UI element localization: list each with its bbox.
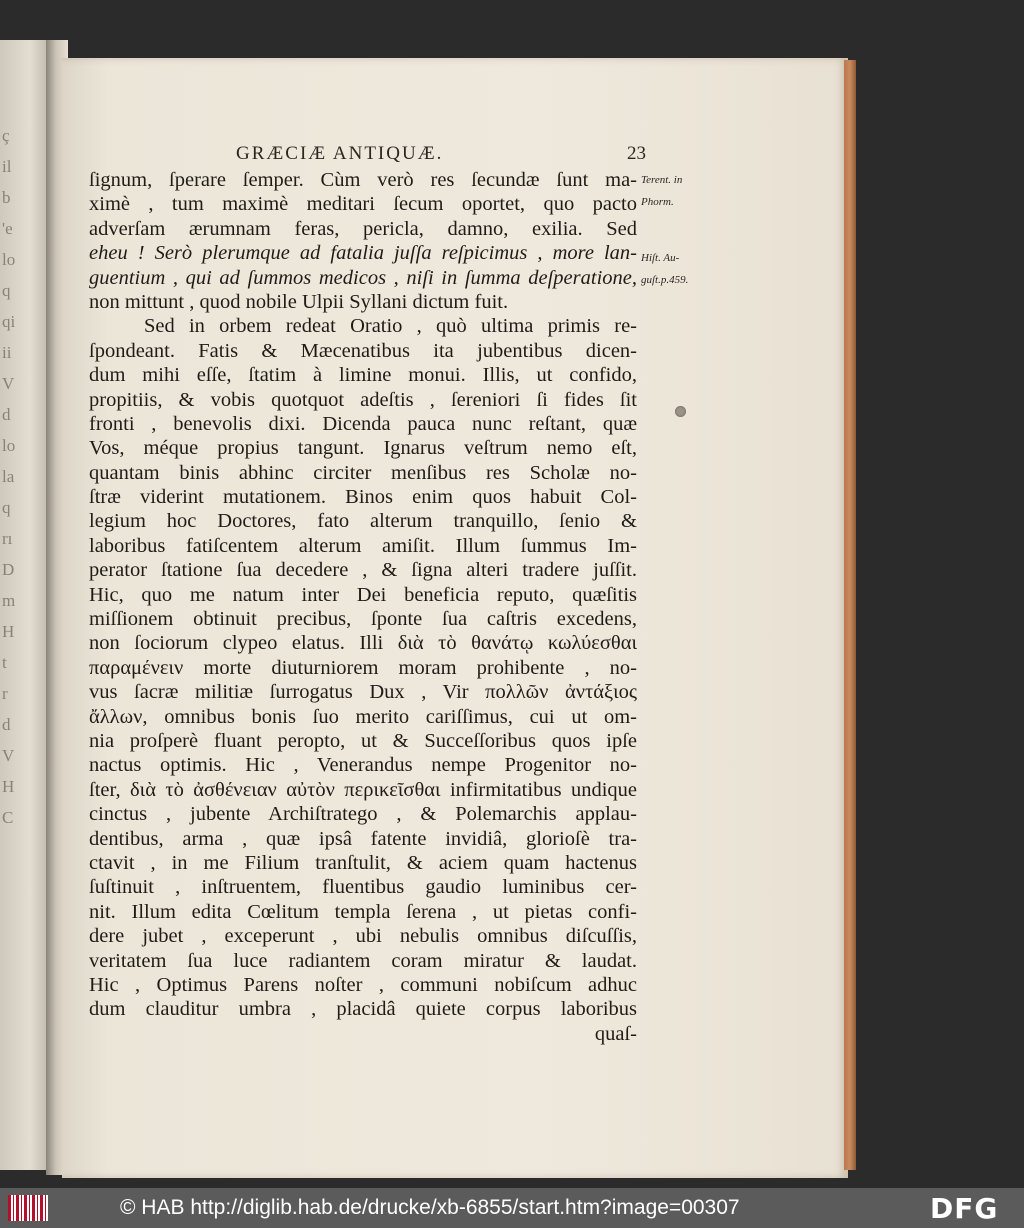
page-number: 23 [627,143,646,164]
margin-note: guſt.p.459. [641,274,689,286]
footer-credit-link[interactable]: © HAB http://diglib.hab.de/drucke/xb-6855/start.htm?image=00307 [120,1196,740,1219]
hab-logo-icon [8,1195,48,1221]
text-line: dum mihi eſſe, ſtatim à limine monui. Illis, ut confido, [89,364,637,387]
text-line: ſuſtinuit , inſtruentem, fluentibus gaudio luminibus cer- [89,876,637,899]
left-page-edge [0,40,50,1170]
text-line: quantam binis abhinc circiter menſibus res Scholæ no- [89,461,637,484]
margin-note: Terent. in [641,174,683,186]
text-line: perator ſtatione ſua decedere , & ſigna alteri tradere juſſit. [89,559,637,582]
text-line: non mittunt , quod nobile Ulpii Syllani dictum fuit. [89,290,509,313]
text-line: laboribus fatiſcentem alterum amiſit. Illum ſummus Im- [89,534,637,557]
text-line: vus ſacræ militiæ ſurrogatus Dux , Vir πολλῶν ἀντάξιος [89,681,637,704]
page-edge [844,60,856,1170]
text-line: miſſionem obtinuit precibus, ſponte ſua caſtris excedens, [89,608,637,631]
paper-hole [675,406,686,417]
text-line: nit. Illum edita Cœlitum templa ſerena , ut pietas confi- [89,900,637,923]
text-line: non ſociorum clypeo elatus. Illi διὰ τὸ θανάτῳ κωλύεσθαι [89,632,637,655]
text-line: propitiis, & vobis quotquot adeſtis , ſereniori ſi fides ſit [89,388,637,411]
text-line: ſtræ viderint mutationem. Binos enim quos habuit Col- [89,486,637,509]
text-line: Vos, méque propius tangunt. Ignarus veſtrum nemo eſt, [89,437,637,460]
text-line: Hic , Optimus Parens noſter , communi nobiſcum adhuc [89,973,637,996]
text-line: Sed in orbem redeat Oratio , quò ultima primis re- [144,315,637,338]
text-line: Hic, quo me natum inter Dei beneficia reputo, quæſitis [89,583,637,606]
text-line: veritatem ſua luce radiantem coram miratur & laudat. [89,949,637,972]
running-head [236,143,656,167]
text-line: nia proſperè fluant peropto, ut & Succeſſoribus quos ipſe [89,729,637,752]
text-line: adverſam ærumnam feras, pericla, damno, exilia. Sed [89,217,637,240]
text-line: ἄλλων, omnibus bonis ſuo merito cariſſimus, cui ut om- [89,705,637,728]
text-line: dere jubet , exceperunt , ubi nebulis omnibus diſcuſſis, [89,925,637,948]
catchword: quaſ- [594,1022,637,1045]
text-line: ximè , tum maximè meditari ſecum oportet, quo pacto [89,193,637,216]
margin-note: Hiſt. Au- [641,252,680,264]
margin-note: Phorm. [641,196,674,208]
text-line: ſignum, ſperare ſemper. Cùm verò res ſecundæ ſunt ma- [89,169,637,191]
text-line: eheu ! Serò plerumque ad fatalia juſſa reſpicimus , more lan- [89,242,637,265]
text-line: ſter, διὰ τὸ ἀσθένειαν αὐτὸν περικεῖσθαι infirmitatibus undique [89,778,637,801]
text-line: nactus optimis. Hic , Venerandus nempe Progenitor no- [89,754,637,777]
text-line: cinctus , jubente Archiſtratego , & Polemarchis applau- [89,803,637,826]
text-line: dum clauditur umbra , placidâ quiete corpus laboribus [89,998,637,1021]
footer-bar [0,1188,1024,1228]
text-line: fronti , benevolis dixi. Dicenda pauca nunc reſtant, quæ [89,412,637,435]
text-line: guentium , qui ad ſummos medicos , niſi in ſumma deſperatione, [89,266,637,289]
text-line: legium hoc Doctores, fato alterum tranquillo, ſenio & [89,510,637,533]
left-page-edge-text: ç il b 'e lo q qi ii V d lo la q rı D m H t r d V H C [2,126,16,827]
dfg-logo: DFG [930,1192,999,1225]
text-line: ctavit , in me Filium tranſtulit, & aciem quam hactenus [89,851,637,874]
text-line: ſpondeant. Fatis & Mæcenatibus ita jubentibus dicen- [89,339,637,362]
text-line: dentibus, arma , quæ ipsâ fatente invidiâ, glorioſè tra- [89,827,637,850]
text-line: παραμένειν morte diuturniorem moram prohibente , no- [89,656,637,679]
running-head-title: GRÆCIÆ ANTIQUÆ. [236,143,444,164]
body-text [89,168,637,1046]
